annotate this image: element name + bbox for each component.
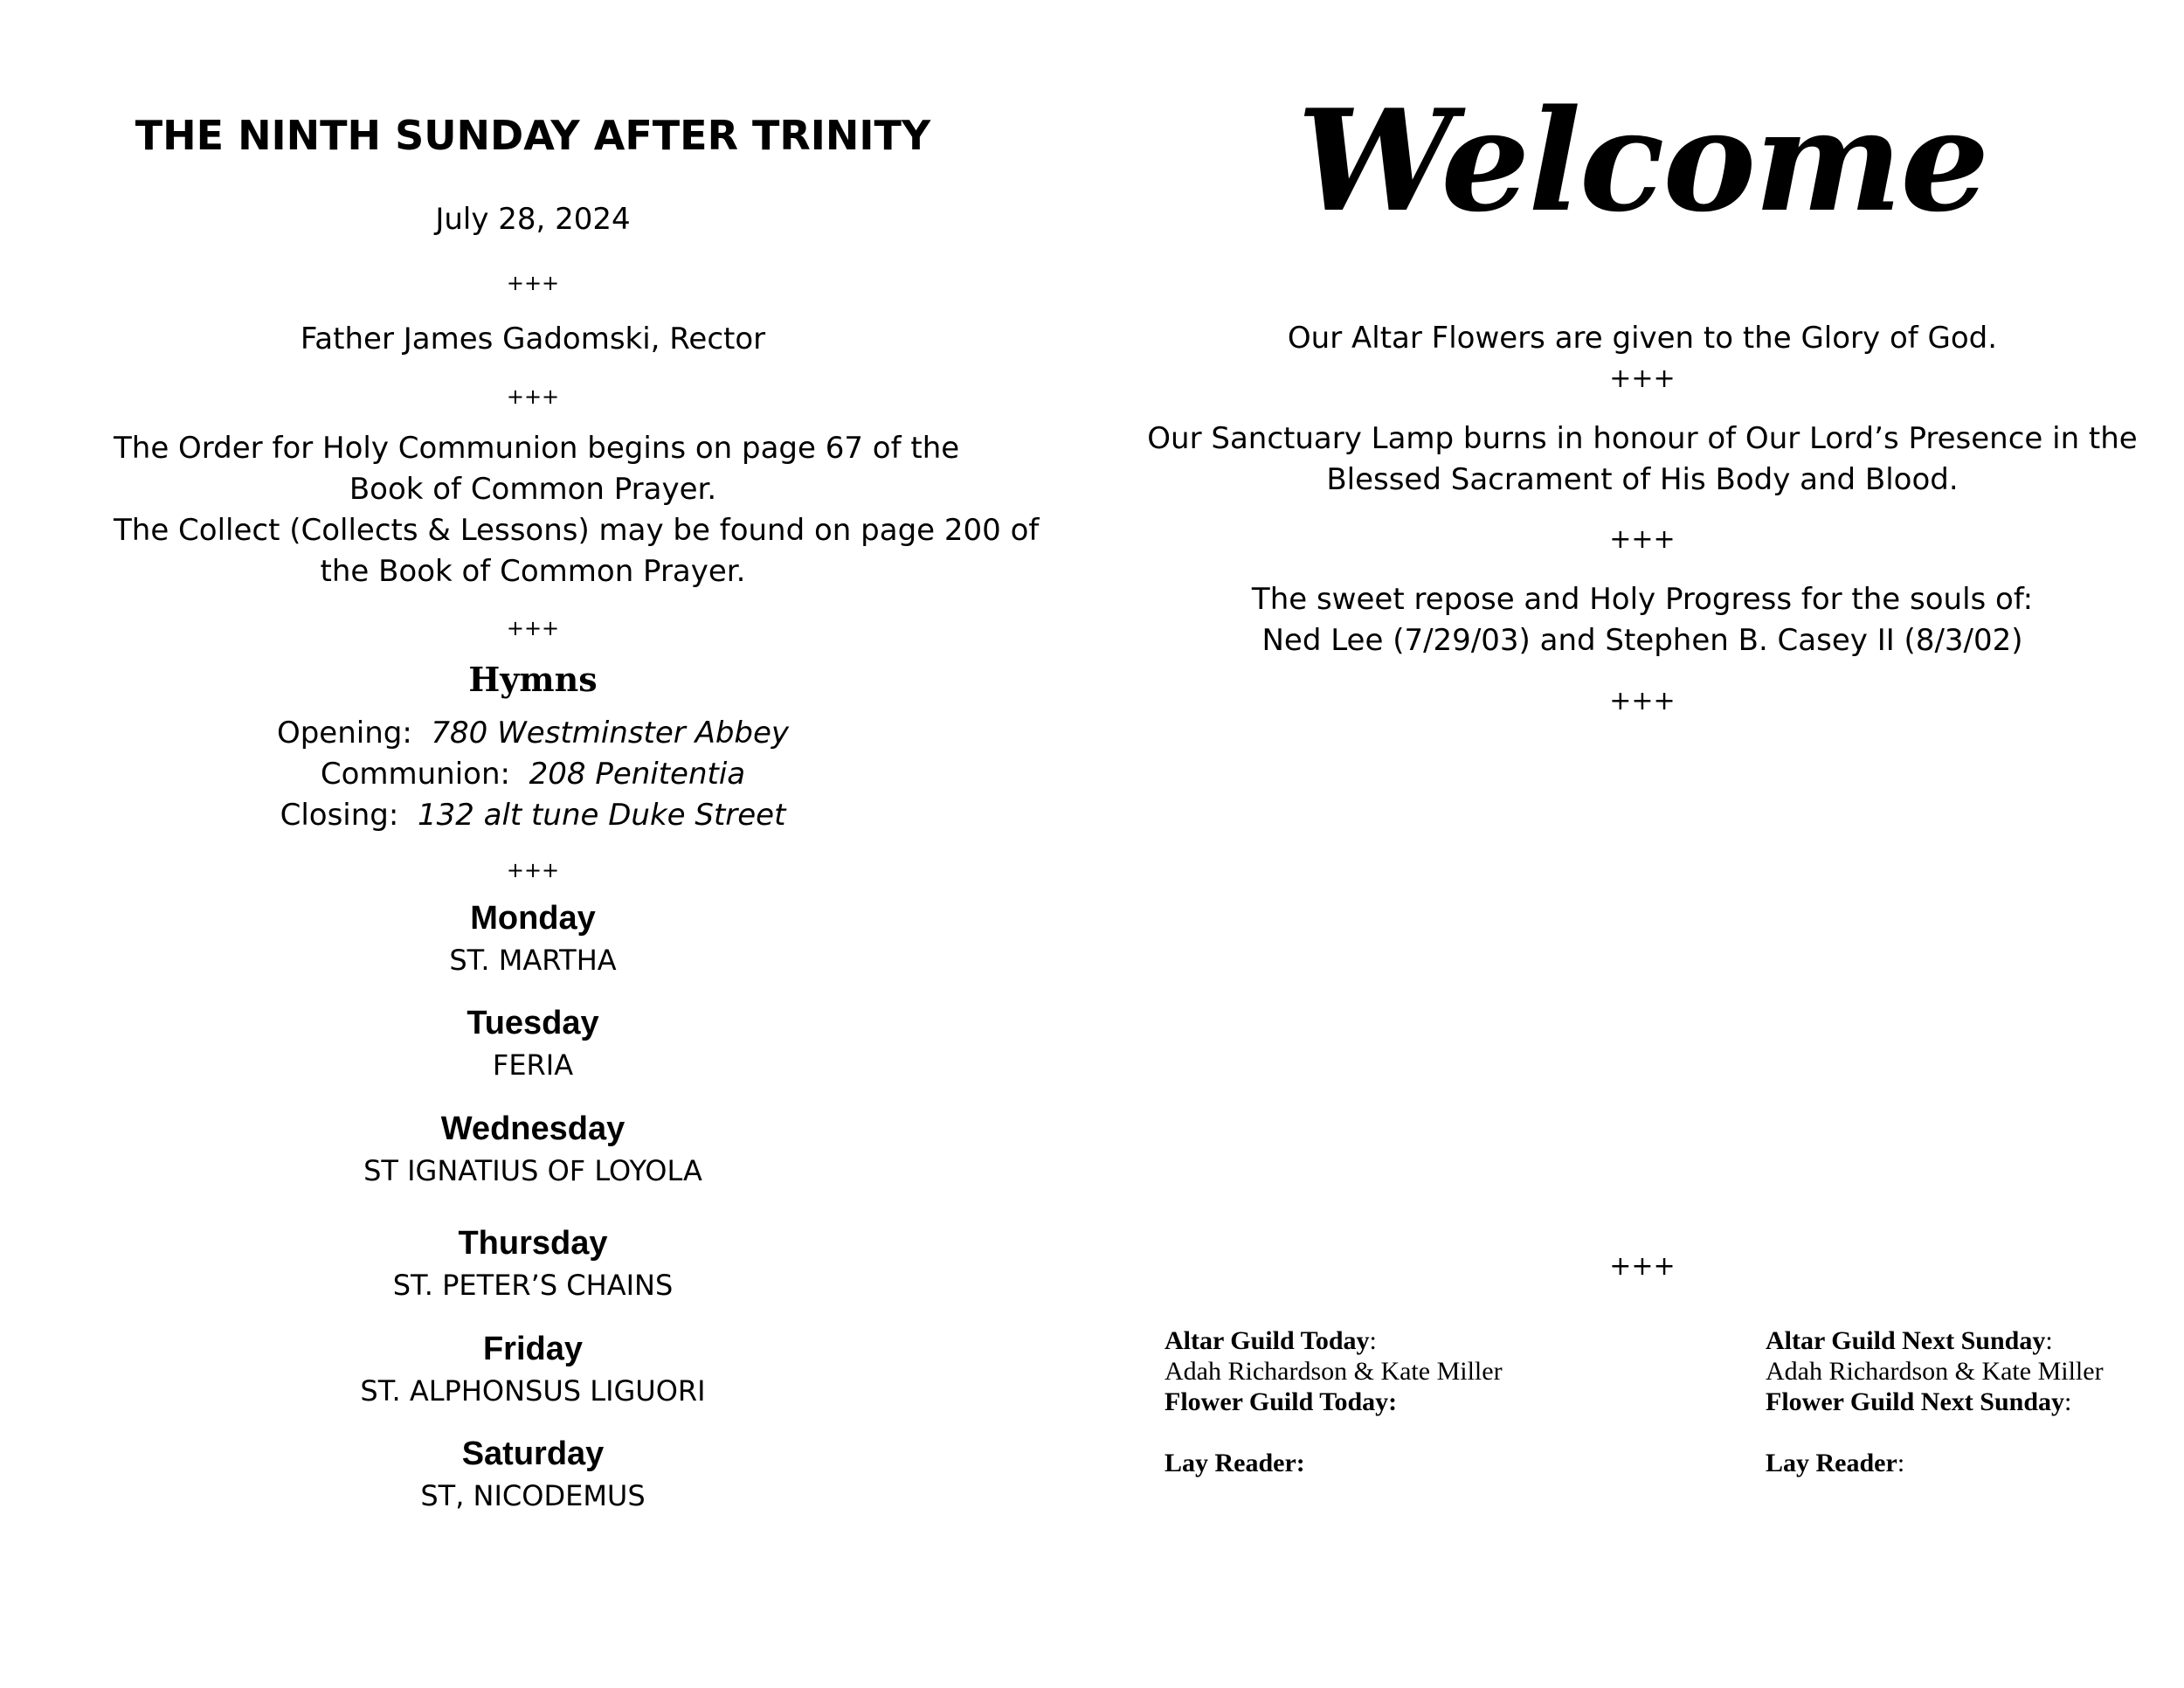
hymn-label: Closing:	[280, 798, 399, 833]
sanctuary-lamp-line-2: Blessed Sacrament of His Body and Blood.	[1326, 462, 1959, 497]
altar-guild-today-label: Altar Guild Today	[1165, 1326, 1370, 1355]
day-name: Friday	[482, 1331, 584, 1367]
flower-guild-today-label: Flower Guild Today:	[1165, 1387, 1398, 1416]
hymn-opening	[114, 713, 952, 754]
hymn-value: 208 Penitentia	[529, 757, 746, 792]
hymn-closing	[114, 795, 952, 836]
day-name: Monday	[470, 900, 596, 937]
rector-name: Father James Gadomski, Rector	[300, 322, 766, 356]
order-line-1: The Order for Holy Communion begins on page 67 of the	[114, 431, 960, 466]
separator: +++	[1609, 524, 1676, 555]
repose-line-1: The sweet repose and Holy Progress for the souls of:	[1251, 582, 2034, 617]
separator: +++	[506, 384, 560, 409]
separator: +++	[1609, 1251, 1676, 1282]
separator: +++	[506, 616, 560, 640]
service-title: THE NINTH SUNDAY AFTER TRINITY	[135, 112, 931, 159]
altar-guild-next-names: Adah Richardson & Kate Miller	[1766, 1357, 2104, 1386]
hymn-label: Communion:	[320, 757, 510, 792]
lay-reader-today-label: Lay Reader:	[1165, 1449, 1305, 1477]
guild-next-sunday: Altar Guild Next Sunday: Adah Richardson & Kate Miller Flower Guild Next Sunday: Lay Reader:	[1766, 1326, 2104, 1477]
day-feast: ST. PETER’S CHAINS	[392, 1269, 674, 1302]
hymn-value: 780 Westminster Abbey	[431, 716, 790, 751]
repose-line-2: Ned Lee (7/29/03) and Stephen B. Casey II (8/3/02)	[1261, 623, 2023, 658]
separator: +++	[506, 858, 560, 882]
day-feast: FERIA	[492, 1048, 574, 1082]
separator: +++	[1609, 686, 1676, 716]
day-feast: ST IGNATIUS OF LOYOLA	[363, 1154, 702, 1187]
day-feast: ST. ALPHONSUS LIGUORI	[360, 1374, 706, 1408]
altar-flowers-text: Our Altar Flowers are given to the Glory of God.	[1287, 321, 1998, 356]
right-page	[1092, 0, 2184, 1688]
day-feast: ST, NICODEMUS	[420, 1479, 646, 1512]
separator: +++	[1609, 363, 1676, 394]
service-date: July 28, 2024	[435, 202, 631, 237]
flower-guild-next-label: Flower Guild Next Sunday	[1766, 1387, 2064, 1416]
hymn-value: 132 alt tune Duke Street	[417, 798, 786, 833]
lay-reader-next-label: Lay Reader	[1766, 1449, 1897, 1477]
order-line-2: Book of Common Prayer.	[349, 472, 717, 507]
guild-today: Altar Guild Today: Adah Richardson & Kate Miller Flower Guild Today: Lay Reader:	[1165, 1326, 1503, 1477]
day-name: Thursday	[458, 1225, 608, 1262]
sanctuary-lamp-line-1: Our Sanctuary Lamp burns in honour of Our Lord’s Presence in the	[1147, 421, 2138, 456]
hymn-label: Opening:	[276, 716, 412, 751]
separator: +++	[506, 271, 560, 295]
altar-guild-today-names: Adah Richardson & Kate Miller	[1165, 1357, 1503, 1386]
hymns-heading: Hymns	[468, 660, 598, 699]
day-name: Wednesday	[440, 1110, 625, 1147]
day-name: Tuesday	[467, 1005, 599, 1041]
collect-line-1: The Collect (Collects & Lessons) may be found on page 200 of	[114, 513, 1040, 548]
day-name: Saturday	[461, 1435, 605, 1472]
hymn-communion	[114, 754, 952, 795]
altar-guild-next-label: Altar Guild Next Sunday	[1766, 1326, 2046, 1355]
day-feast: ST. MARTHA	[449, 944, 617, 977]
collect-line-2: the Book of Common Prayer.	[320, 554, 746, 589]
welcome-heading: Welcome	[1296, 79, 1988, 243]
